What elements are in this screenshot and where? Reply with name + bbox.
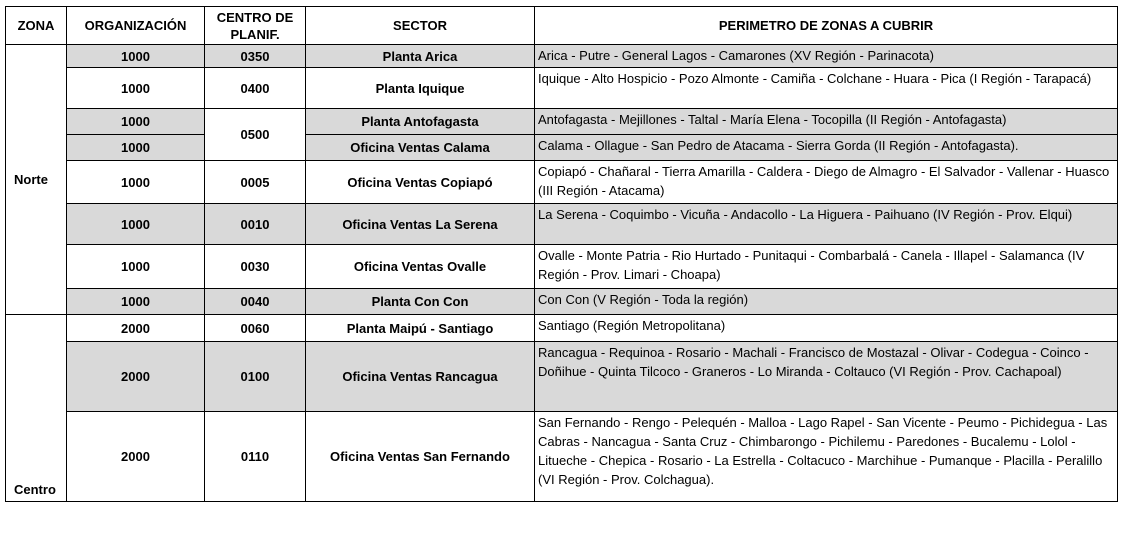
table-row: [6, 315, 1118, 342]
cell-centro: 0500: [205, 109, 306, 161]
cell-centro: 0040: [205, 289, 306, 315]
table-row: [6, 161, 1118, 204]
table-row: [6, 135, 1118, 161]
cell-sector: Oficina Ventas La Serena: [306, 204, 535, 245]
cell-centro: 0110: [205, 412, 306, 502]
cell-sector: Oficina Ventas Copiapó: [306, 161, 535, 204]
header-centro-text: CENTRO DE PLANIF.: [216, 9, 294, 42]
cell-org: 2000: [67, 342, 205, 412]
cell-org: 1000: [67, 245, 205, 289]
table-row: [6, 45, 1118, 68]
cell-centro: 0100: [205, 342, 306, 412]
cell-perimetro: Copiapó - Chañaral - Tierra Amarilla - Caldera - Diego de Almagro - El Salvador - Vallenar - Huasco (III Región - Atacama): [535, 161, 1118, 204]
table-row: [6, 68, 1118, 109]
cell-perimetro: Iquique - Alto Hospicio - Pozo Almonte - Camiña - Colchane - Huara - Pica (I Región - Tarapacá): [535, 68, 1118, 109]
cell-perimetro: Rancagua - Requinoa - Rosario - Machali - Francisco de Mostazal - Olivar - Codegua - Coinco - Doñihue - Quinta Tilcoco - Graneros - Lo Miranda - Coltauco (VI Región - Prov. Cachapoal): [535, 342, 1118, 412]
cell-sector: Oficina Ventas Rancagua: [306, 342, 535, 412]
cell-sector: Planta Con Con: [306, 289, 535, 315]
cell-org: 2000: [67, 412, 205, 502]
cell-perimetro: San Fernando - Rengo - Pelequén - Malloa - Lago Rapel - San Vicente - Peumo - Pichidegua - Las Cabras - Nancagua - Santa Cruz - Chimbarongo - Pichilemu - Paredones - Bucalemu - Lolol - Litueche - Chepica - Rosario - La Estrella - Coltacuco - Marchihue - Pumanque - Placilla - Peralillo (VI Región - Prov. Colchagua).: [535, 412, 1118, 502]
cell-centro: 0350: [205, 45, 306, 68]
cell-perimetro: Antofagasta - Mejillones - Taltal - María Elena - Tocopilla (II Región - Antofagasta): [535, 109, 1118, 135]
cell-org: 2000: [67, 315, 205, 342]
cell-sector: Oficina Ventas Calama: [306, 135, 535, 161]
cell-perimetro: Calama - Ollague - San Pedro de Atacama - Sierra Gorda (II Región - Antofagasta).: [535, 135, 1118, 161]
cell-perimetro: Ovalle - Monte Patria - Rio Hurtado - Punitaqui - Combarbalá - Canela - Illapel - Salamanca (IV Región - Prov. Limari - Choapa): [535, 245, 1118, 289]
cell-centro: 0030: [205, 245, 306, 289]
header-organizacion: ORGANIZACIÓN: [67, 7, 205, 45]
header-zona: ZONA: [6, 7, 67, 45]
cell-org: 1000: [67, 135, 205, 161]
cell-sector: Planta Arica: [306, 45, 535, 68]
table-row: [6, 342, 1118, 412]
cell-perimetro: Con Con (V Región - Toda la región): [535, 289, 1118, 315]
cell-centro: 0400: [205, 68, 306, 109]
cell-perimetro: Santiago (Región Metropolitana): [535, 315, 1118, 342]
cell-centro: 0010: [205, 204, 306, 245]
cell-org: 1000: [67, 45, 205, 68]
coverage-table: [5, 6, 1118, 502]
cell-org: 1000: [67, 68, 205, 109]
zone-centro: Centro: [6, 315, 67, 502]
cell-org: 1000: [67, 109, 205, 135]
zone-norte: Norte: [6, 45, 67, 315]
header-row: [6, 7, 1118, 45]
cell-centro: 0060: [205, 315, 306, 342]
cell-perimetro: La Serena - Coquimbo - Vicuña - Andacollo - La Higuera - Paihuano (IV Región - Prov. Elqui): [535, 204, 1118, 245]
table-row: [6, 412, 1118, 502]
header-perimetro: PERIMETRO DE ZONAS A CUBRIR: [535, 7, 1118, 45]
cell-sector: Planta Iquique: [306, 68, 535, 109]
header-centro: [205, 7, 306, 45]
cell-perimetro: Arica - Putre - General Lagos - Camarones (XV Región - Parinacota): [535, 45, 1118, 68]
cell-sector: Planta Antofagasta: [306, 109, 535, 135]
cell-org: 1000: [67, 204, 205, 245]
table-row: [6, 245, 1118, 289]
cell-org: 1000: [67, 161, 205, 204]
table-row: [6, 204, 1118, 245]
cell-sector: Oficina Ventas Ovalle: [306, 245, 535, 289]
table-row: [6, 289, 1118, 315]
table-row: [6, 109, 1118, 135]
header-sector: SECTOR: [306, 7, 535, 45]
cell-centro: 0005: [205, 161, 306, 204]
cell-sector: Planta Maipú - Santiago: [306, 315, 535, 342]
cell-sector: Oficina Ventas San Fernando: [306, 412, 535, 502]
cell-org: 1000: [67, 289, 205, 315]
